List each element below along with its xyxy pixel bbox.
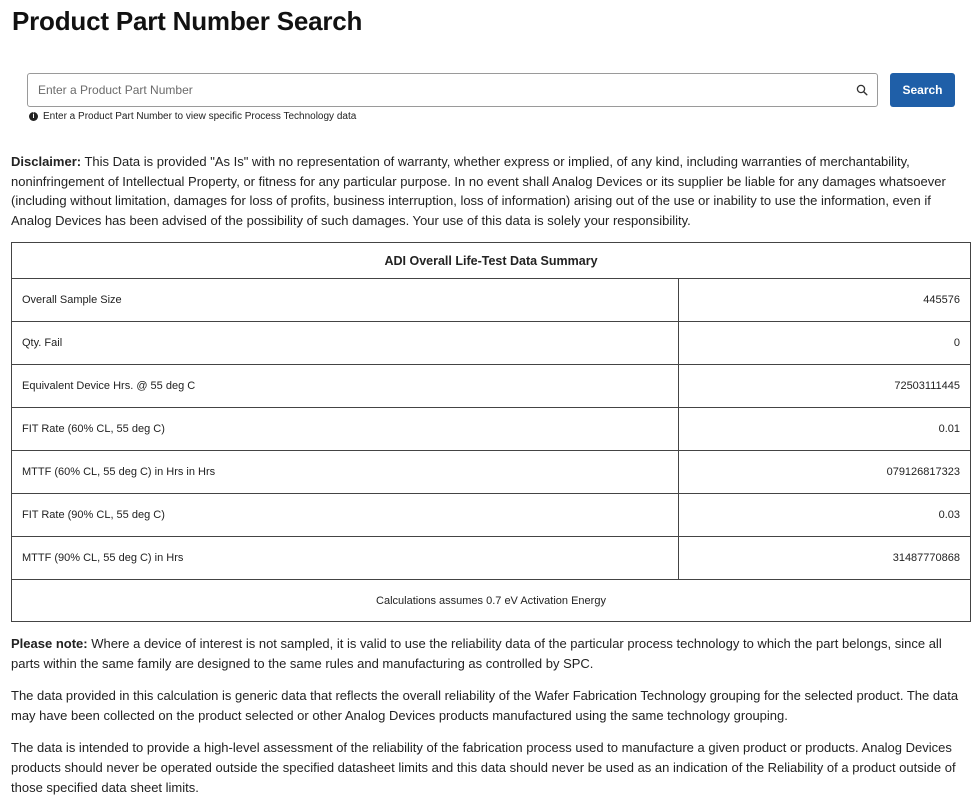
search-hint: [29, 111, 356, 122]
row-value: 0.03: [679, 494, 971, 537]
row-label: Qty. Fail: [12, 322, 679, 365]
search-row: [27, 73, 955, 107]
please-note: [11, 634, 971, 674]
row-label: MTTF (90% CL, 55 deg C) in Hrs: [12, 537, 679, 580]
table-header-row: [12, 243, 971, 279]
page-title: Product Part Number Search: [12, 6, 363, 36]
life-test-summary-table: [11, 242, 971, 622]
row-label: MTTF (60% CL, 55 deg C) in Hrs in Hrs: [12, 451, 679, 494]
search-input[interactable]: [28, 74, 848, 106]
disclaimer-label: Disclaimer:: [11, 154, 82, 169]
row-value: 0.01: [679, 408, 971, 451]
search-button[interactable]: Search: [890, 73, 955, 107]
row-value: 079126817323: [679, 451, 971, 494]
row-label: Equivalent Device Hrs. @ 55 deg C: [12, 365, 679, 408]
row-value: 445576: [679, 279, 971, 322]
search-hint-text: Enter a Product Part Number to view specific Process Technology data: [43, 111, 357, 122]
please-note-label: Please note:: [11, 636, 88, 651]
row-label: FIT Rate (90% CL, 55 deg C): [12, 494, 679, 537]
please-note-text: Where a device of interest is not sampled, it is valid to use the reliability data of the particular process technology to which the part belongs, since all parts within the same family are designed to the same rules and manufacturing as controlled by SPC.: [11, 636, 942, 671]
row-value: 0: [679, 322, 971, 365]
table-footer-note: Calculations assumes 0.7 eV Activation Energy: [12, 580, 971, 622]
table-row: [12, 365, 971, 408]
generic-data-paragraph: The data provided in this calculation is generic data that reflects the overall reliability of the Wafer Fabrication Technology grouping for the selected product. The data may have been collected on the product selected or other Analog Devices products manufactured using the same technology grouping.: [11, 688, 959, 723]
disclaimer-text: This Data is provided "As Is" with no representation of warranty, whether express or implied, of any kind, including warranties of merchantability, noninfringement of Intellectual Property, or fitness for any particular purpose. In no event shall Analog Devices or its supplier be liable for any damages whatsoever (including without limitation, damages for loss of profits, business interruption, loss of information) arising out of the use or inability to use the information, even if Analog Devices has been advised of the possibility of such damages. Your use of this data is solely your responsibility.: [11, 154, 946, 228]
search-icon[interactable]: [856, 84, 868, 96]
table-footer-row: [12, 580, 971, 622]
table-row: [12, 322, 971, 365]
table-row: [12, 279, 971, 322]
info-icon: i: [29, 112, 38, 121]
row-value: 31487770868: [679, 537, 971, 580]
table-row: [12, 537, 971, 580]
table-row: [12, 494, 971, 537]
row-value: 72503111445: [679, 365, 971, 408]
disclaimer: [11, 152, 971, 230]
table-title: ADI Overall Life-Test Data Summary: [12, 243, 971, 279]
assessment-paragraph: The data is intended to provide a high-level assessment of the reliability of the fabrication process used to manufacture a given product or products. Analog Devices products should never be operated outside the specified datasheet limits and this data should never be used as an indication of the Reliability of a product outside of those specified data sheet limits.: [11, 740, 956, 795]
row-label: FIT Rate (60% CL, 55 deg C): [12, 408, 679, 451]
search-box[interactable]: [27, 73, 878, 107]
table-row: [12, 451, 971, 494]
row-label: Overall Sample Size: [12, 279, 679, 322]
table-row: [12, 408, 971, 451]
